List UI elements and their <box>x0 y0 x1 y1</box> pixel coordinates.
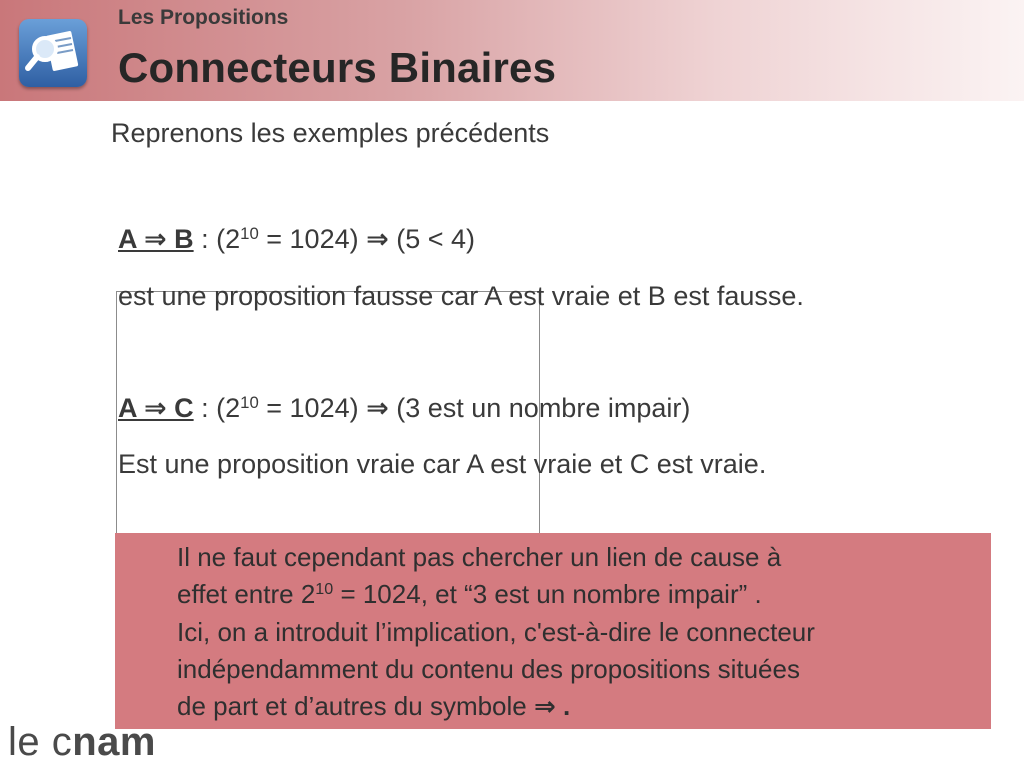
note-line-3: Ici, on a introduit l’implication, c'est-à-dire le connecteur <box>177 617 815 647</box>
note-line-5: de part et d’autres du symbole ⇒ . <box>177 691 571 721</box>
implies-icon: ⇒ <box>366 393 389 423</box>
example-1-formula: A ⇒ B : $(2^{10} = 1024)$ ⇒ (5 < 4) <box>118 223 476 254</box>
note-line-4: indépendamment du contenu des propositions situées <box>177 654 800 684</box>
example-1-description: est une proposition fausse car A est vraie et B est fausse. <box>118 281 804 311</box>
implies-icon: ⇒ <box>366 224 389 254</box>
example-2-description: Est une proposition vraie car A est vraie et C est vraie. <box>118 449 767 479</box>
intro-text: Reprenons les exemples précédents <box>111 118 550 148</box>
example-1-label: A ⇒ B <box>118 224 194 254</box>
cnam-logo: le cnam <box>8 720 156 764</box>
example-2-label: A ⇒ C <box>118 393 194 423</box>
example-2-formula: A ⇒ C : $(2^{10} = 1024)$ ⇒ (3 est un nombre impair) <box>118 392 691 423</box>
note-line-1: Il ne faut cependant pas chercher un lien de cause à <box>177 542 782 572</box>
document-magnifier-icon <box>19 19 87 87</box>
implies-icon: ⇒ . <box>533 691 571 721</box>
slide-title: Connecteurs Binaires <box>118 44 557 91</box>
section-supertitle: Les Propositions <box>118 6 289 29</box>
note-line-2: effet entre $2^{10} = 1024$, et “3 est un nombre impair” . <box>177 579 762 609</box>
note-box <box>115 533 991 729</box>
